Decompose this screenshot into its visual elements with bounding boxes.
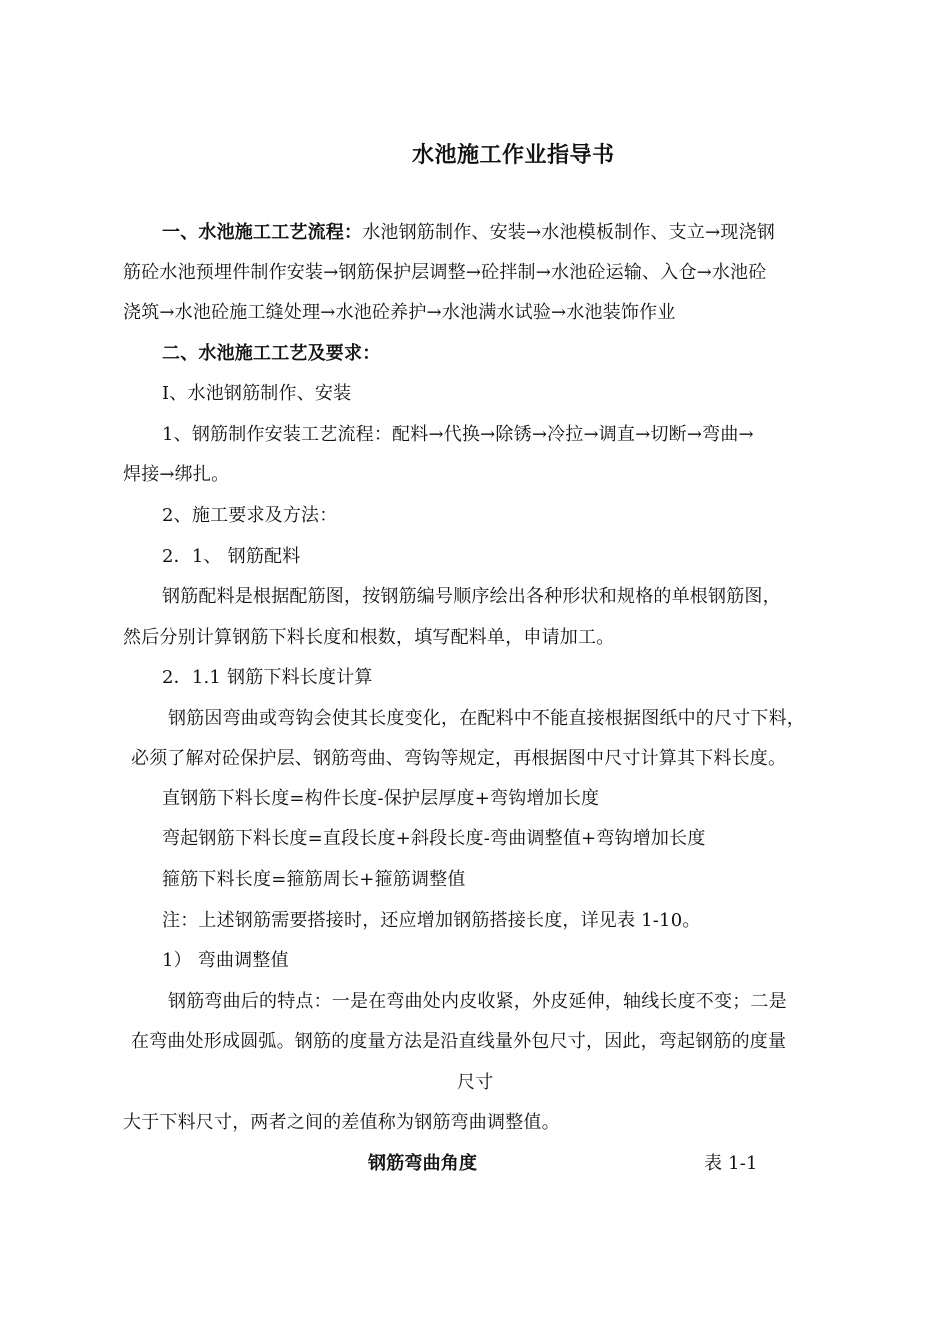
formula-stirrup: 箍筋下料长度=箍筋周长+箍筋调整值 bbox=[162, 869, 466, 890]
section-2-heading: 二、水池施工工艺及要求： bbox=[162, 343, 381, 364]
section-1-line-2: 筋砼水池预埋件制作安装→钢筋保护层调整→砼拌制→水池砼运输、入仓→水池砼 bbox=[123, 262, 767, 283]
page-title: 水池施工作业指导书 bbox=[412, 142, 615, 168]
para-1-line-1: 1、钢筋制作安装工艺流程：配料→代换→除锈→冷拉→调直→切断→弯曲→ bbox=[162, 424, 754, 445]
item-1-heading: 1） 弯曲调整值 bbox=[162, 950, 289, 971]
section-1-line-3: 浇筑→水池砼施工缝处理→水池砼养护→水池满水试验→水池装饰作业 bbox=[123, 302, 676, 323]
section-1-line-1 bbox=[162, 221, 775, 245]
para-2: 2、施工要求及方法： bbox=[162, 505, 338, 526]
bend-para-line-2: 在弯曲处形成圆弧。钢筋的度量方法是沿直线量外包尺寸，因此，弯起钢筋的度量 bbox=[131, 1031, 787, 1052]
bend-para-line-1: 钢筋弯曲后的特点：一是在弯曲处内皮收紧，外皮延伸，轴线长度不变；二是 bbox=[168, 991, 787, 1012]
table-number: 表 1-1 bbox=[704, 1153, 758, 1174]
bend-para-line-4: 大于下料尺寸，两者之间的差值称为钢筋弯曲调整值。 bbox=[123, 1112, 560, 1133]
section-1-text: 水池钢筋制作、安装→水池模板制作、支立→现浇钢 bbox=[362, 222, 775, 243]
note: 注：上述钢筋需要搭接时，还应增加钢筋搭接长度，详见表 1-10。 bbox=[162, 910, 701, 931]
para-2-1-1-line-2: 必须了解对砼保护层、钢筋弯曲、弯钩等规定，再根据图中尺寸计算其下料长度。 bbox=[131, 748, 787, 769]
table-title: 钢筋弯曲角度 bbox=[368, 1153, 478, 1174]
formula-straight: 直钢筋下料长度=构件长度-保护层厚度+弯钩增加长度 bbox=[162, 788, 600, 809]
heading-2-1: 2．1、 钢筋配料 bbox=[162, 546, 301, 567]
bend-para-line-3: 尺寸 bbox=[457, 1072, 494, 1093]
heading-2-1-1: 2．1.1 钢筋下料长度计算 bbox=[162, 667, 373, 688]
para-2-1-line-2: 然后分别计算钢筋下料长度和根数，填写配料单，申请加工。 bbox=[123, 627, 615, 648]
para-1-line-2: 焊接→绑扎。 bbox=[123, 464, 230, 485]
para-2-1-1-line-1: 钢筋因弯曲或弯钩会使其长度变化，在配料中不能直接根据图纸中的尺寸下料， bbox=[168, 708, 805, 729]
formula-bent: 弯起钢筋下料长度=直段长度+斜段长度-弯曲调整值+弯钩增加长度 bbox=[162, 828, 706, 849]
para-2-1-line-1: 钢筋配料是根据配筋图，按钢筋编号顺序绘出各种形状和规格的单根钢筋图， bbox=[162, 586, 781, 607]
subsection-I: I、水池钢筋制作、安装 bbox=[162, 383, 352, 404]
section-1-label: 一、水池施工工艺流程： bbox=[162, 222, 363, 243]
